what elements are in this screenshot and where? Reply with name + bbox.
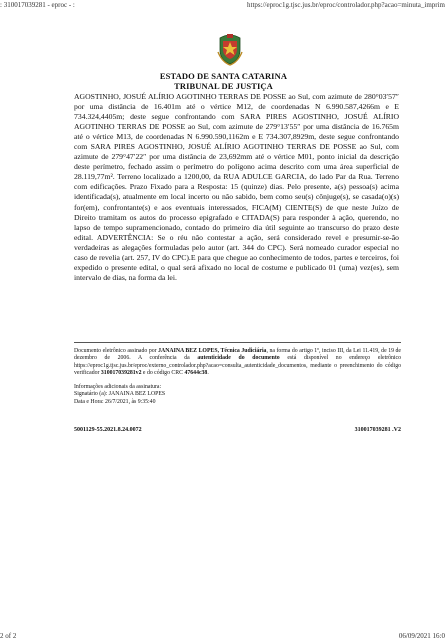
- signature-text-2: , na forma do artigo 1º, inciso III, da Lei 11.419, de 19 de dezembro de 2006. A conferência da: [74, 348, 402, 362]
- signer-name: JANAINA BEZ LOPES, Técnica Judiciária: [158, 348, 267, 354]
- crc-code: 47644c38: [184, 370, 208, 377]
- signature-text-1: Documento eletrônico assinado por: [74, 348, 159, 354]
- browser-tab-title: : 310017039281 - eproc - :: [0, 1, 75, 9]
- signature-text-4: e do código CRC: [141, 370, 185, 377]
- verifier-code: 310017039281v2: [100, 370, 142, 377]
- sc-coat-of-arms-icon: [216, 32, 244, 66]
- signature-block: [74, 348, 401, 378]
- state-heading: ESTADO DE SANTA CATARINA: [159, 71, 288, 81]
- signature-text-5: .: [207, 370, 209, 377]
- signature-text-3: está disponível no endereço eletrônico https://eproc1g.tjsc.jus.br/eproc/externo_controlador.php?acao=consulta_autenticidade_documentos, mediante o preenchimento do código verificador: [74, 355, 402, 377]
- info-heading: Informações adicionais da assinatura:: [74, 384, 162, 390]
- court-heading: TRIBUNAL DE JUSTIÇA: [174, 81, 273, 91]
- divider: [74, 342, 401, 343]
- page-counter: 2 of 2: [0, 632, 17, 640]
- authenticity-label: autenticidade do documento: [197, 355, 280, 362]
- signature-info: [74, 384, 401, 406]
- info-signer: Signatário (a): JANAINA BEZ LOPES: [74, 391, 166, 398]
- document-number: 310017039281 .V2: [354, 427, 401, 433]
- edict-body: [74, 92, 399, 283]
- process-number: 5001129-55.2021.8.24.0072: [74, 427, 142, 433]
- info-datetime: Data e Hora: 26/7/2021, às 9:35:40: [74, 398, 156, 405]
- page-url: https://eproc1g.tjsc.jus.br/eproc/controlador.php?acao=minuta_imprim: [247, 1, 445, 9]
- print-datetime: 06/09/2021 16:0: [398, 632, 445, 640]
- edict-paragraph: AGOSTINHO, JOSUÉ ALÍRIO AGOTINHO TERRAS DE POSSE ao Sul, com azimute de 280°03′57″ por uma distância de 16.401m até o vértice M12, de coordenadas N 6.990.587,4266m e E 734.324,4405m; deste segue confrontando com SARA PIRES AGOSTINHO, JOSUÉ ALÍRIO AGOTINHO TERRAS DE POSSE ao Sul, com azimute de 279°13′55″ por uma distância de 16.765m até o vértice M13, de coordenadas N 6.990.590,1162m e E 734.307,8929m, deste segue confrontando com SARA PIRES AGOSTINHO, JOSUÉ ALÍRIO AGOTINHO TERRAS DE POSSE ao Sul, com azimute de 279°47′22″ por uma distância de 23,692mm até o vértice M01, ponto inicial da descrição deste perímetro, fechado assim o perímetro do polígono acima descrito com uma área superficial de 28.119,77m². Terreno localizado a 1200,00, da RUA ADULCE GARCIA, do lado Par da Rua. Terreno com edificações. Prazo Fixado para a Resposta: 15 (quinze) dias. Pelo presente, a(s) pessoa(s) acima identificada(s), atualmente em local incerto ou não sabido, bem como seu(s) cônjuge(s), se casada(o)(s) for(em), confrontante(s) e aos eventuais interessados, FICA(M) CIENTE(S) de que neste Juízo de Direito tramitam os autos do processo epigrafado e CITADA(S) para responder à ação, querendo, no lapso de tempo supramencionado, contado do primeiro dia útil seguinte ao transcurso do prazo deste edital. ADVERTÊNCIA: Se o réu não contestar a ação, será considerado revel e presumir-se-ão verdadeiras as alegações formuladas pelo autor (art. 344 do CPC). Será nomeado curador especial no caso de revelia (art. 257, IV do CPC).E para que chegue ao conhecimento de todos, partes e terceiros, foi expedido o presente edital, o qual será afixado no local de costume e publicado 01 (uma) vez(es), sem intervalo de dias, na forma da lei.: [74, 92, 399, 282]
